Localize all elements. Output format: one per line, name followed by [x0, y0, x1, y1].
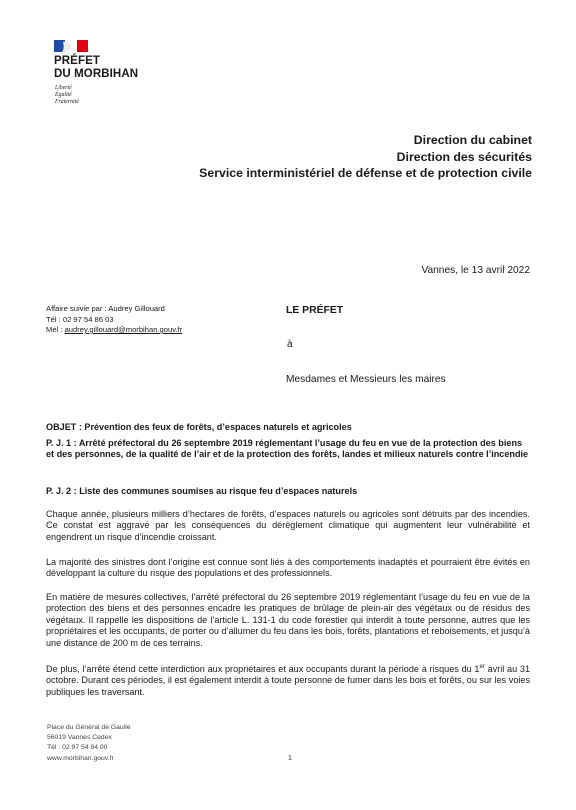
prefecture-logo-name	[54, 55, 138, 80]
page-number: 1	[288, 755, 292, 762]
footer-line-2: 56019 Vannes Cedex	[47, 734, 112, 742]
attachment-1: P. J. 1 : Arrêté préfectoral du 26 septembre 2019 réglementant l’usage du feu en vue de la protection des biens et des personnes, de la qualité de l’air et de la protection des forêts, landes et milieux naturels contre l’incendie	[46, 438, 529, 460]
paragraph-4	[46, 662, 530, 698]
direction-line-1: Direction du cabinet	[413, 133, 532, 147]
footer-line-1: Place du Général de Gaulle	[47, 724, 131, 731]
attachment-2: P. J. 2 : Liste des communes soumises au risque feu d’espaces naturels	[46, 486, 358, 496]
contact-block	[46, 304, 182, 336]
logo-line-1: PRÉFET	[54, 55, 100, 67]
paragraph-2: La majorité des sinistres dont l’origine est connue sont liés à des comportements inadaptés et pourraient être évités en développant la culture du risque des populations et des professionnels.	[46, 557, 530, 579]
contact-email-link[interactable]: audrey.gillouard@morbihan.gouv.fr	[64, 325, 183, 334]
marianne-flag-icon	[54, 40, 88, 52]
footer-line-3: Tél : 02 97 54 84 00	[47, 744, 108, 752]
to-word: à	[287, 339, 293, 350]
contact-phone: Tél : 02 97 54 86 03	[46, 314, 114, 324]
direction-line-3: Service interministériel de défense et de protection civile	[199, 166, 532, 180]
footer-address	[47, 723, 131, 764]
paragraph-1: Chaque année, plusieurs milliers d’hectares de forêts, d’espaces naturels ou agricoles sont détruits par des incendies. Ce constat est aggravé par les conséquences du dérèglement climatique qui augmentent leur vulnérabilité et engendrent un risque d’incendie croissant.	[46, 509, 530, 542]
direction-block	[199, 132, 532, 182]
footer-website-link[interactable]: www.morbihan.gouv.fr	[47, 754, 114, 762]
contact-email-row	[46, 325, 182, 336]
motto-liberte: Liberté	[55, 85, 72, 91]
republic-motto	[55, 85, 79, 105]
letter-date: Vannes, le 13 avril 2022	[421, 265, 530, 276]
motto-fraternite: Fraternité	[55, 98, 79, 105]
contact-followed-by: Affaire suivie par : Audrey Gillouard	[46, 304, 165, 313]
motto-egalite: Égalité	[55, 91, 72, 98]
direction-line-2: Direction des sécurités	[396, 149, 532, 164]
contact-email-label: Mél :	[46, 325, 65, 334]
subject-line: OBJET : Prévention des feux de forêts, d’espaces naturels et agricoles	[46, 422, 352, 432]
paragraph-3: En matière de mesures collectives, l’arrêté préfectoral du 26 septembre 2019 réglementant l’usage du feu en vue de la protection des biens et des personnes encadre les pratiques de brûlage de plein-air des végétaux ou de résidus des végétaux. Il rappelle les dispositions de l’article L. 131-1 du code forestier qui interdit à toute personne, autres que les propriétaires et les occupants, de porter ou d’allumer du feu dans les bois, forêts, plantations et reboisements, et jusqu’à une distance de 200 m de ces terrains.	[46, 592, 530, 648]
logo-line-2: DU MORBIHAN	[54, 67, 139, 80]
sender-title: LE PRÉFET	[286, 305, 344, 316]
paragraph-4-part-2: avril au 31 octobre. Durant ces périodes, il est également interdit à toute personne de fumer dans les bois et forêts, ou sur les voies publiques les traversant.	[46, 664, 530, 697]
recipient-line: Mesdames et Messieurs les maires	[286, 374, 446, 385]
paragraph-4-superscript: er	[479, 664, 485, 670]
paragraph-4-part-1: De plus, l’arrêté étend cette interdiction aux propriétaires et aux occupants durant la période à risques du 1	[46, 664, 480, 675]
